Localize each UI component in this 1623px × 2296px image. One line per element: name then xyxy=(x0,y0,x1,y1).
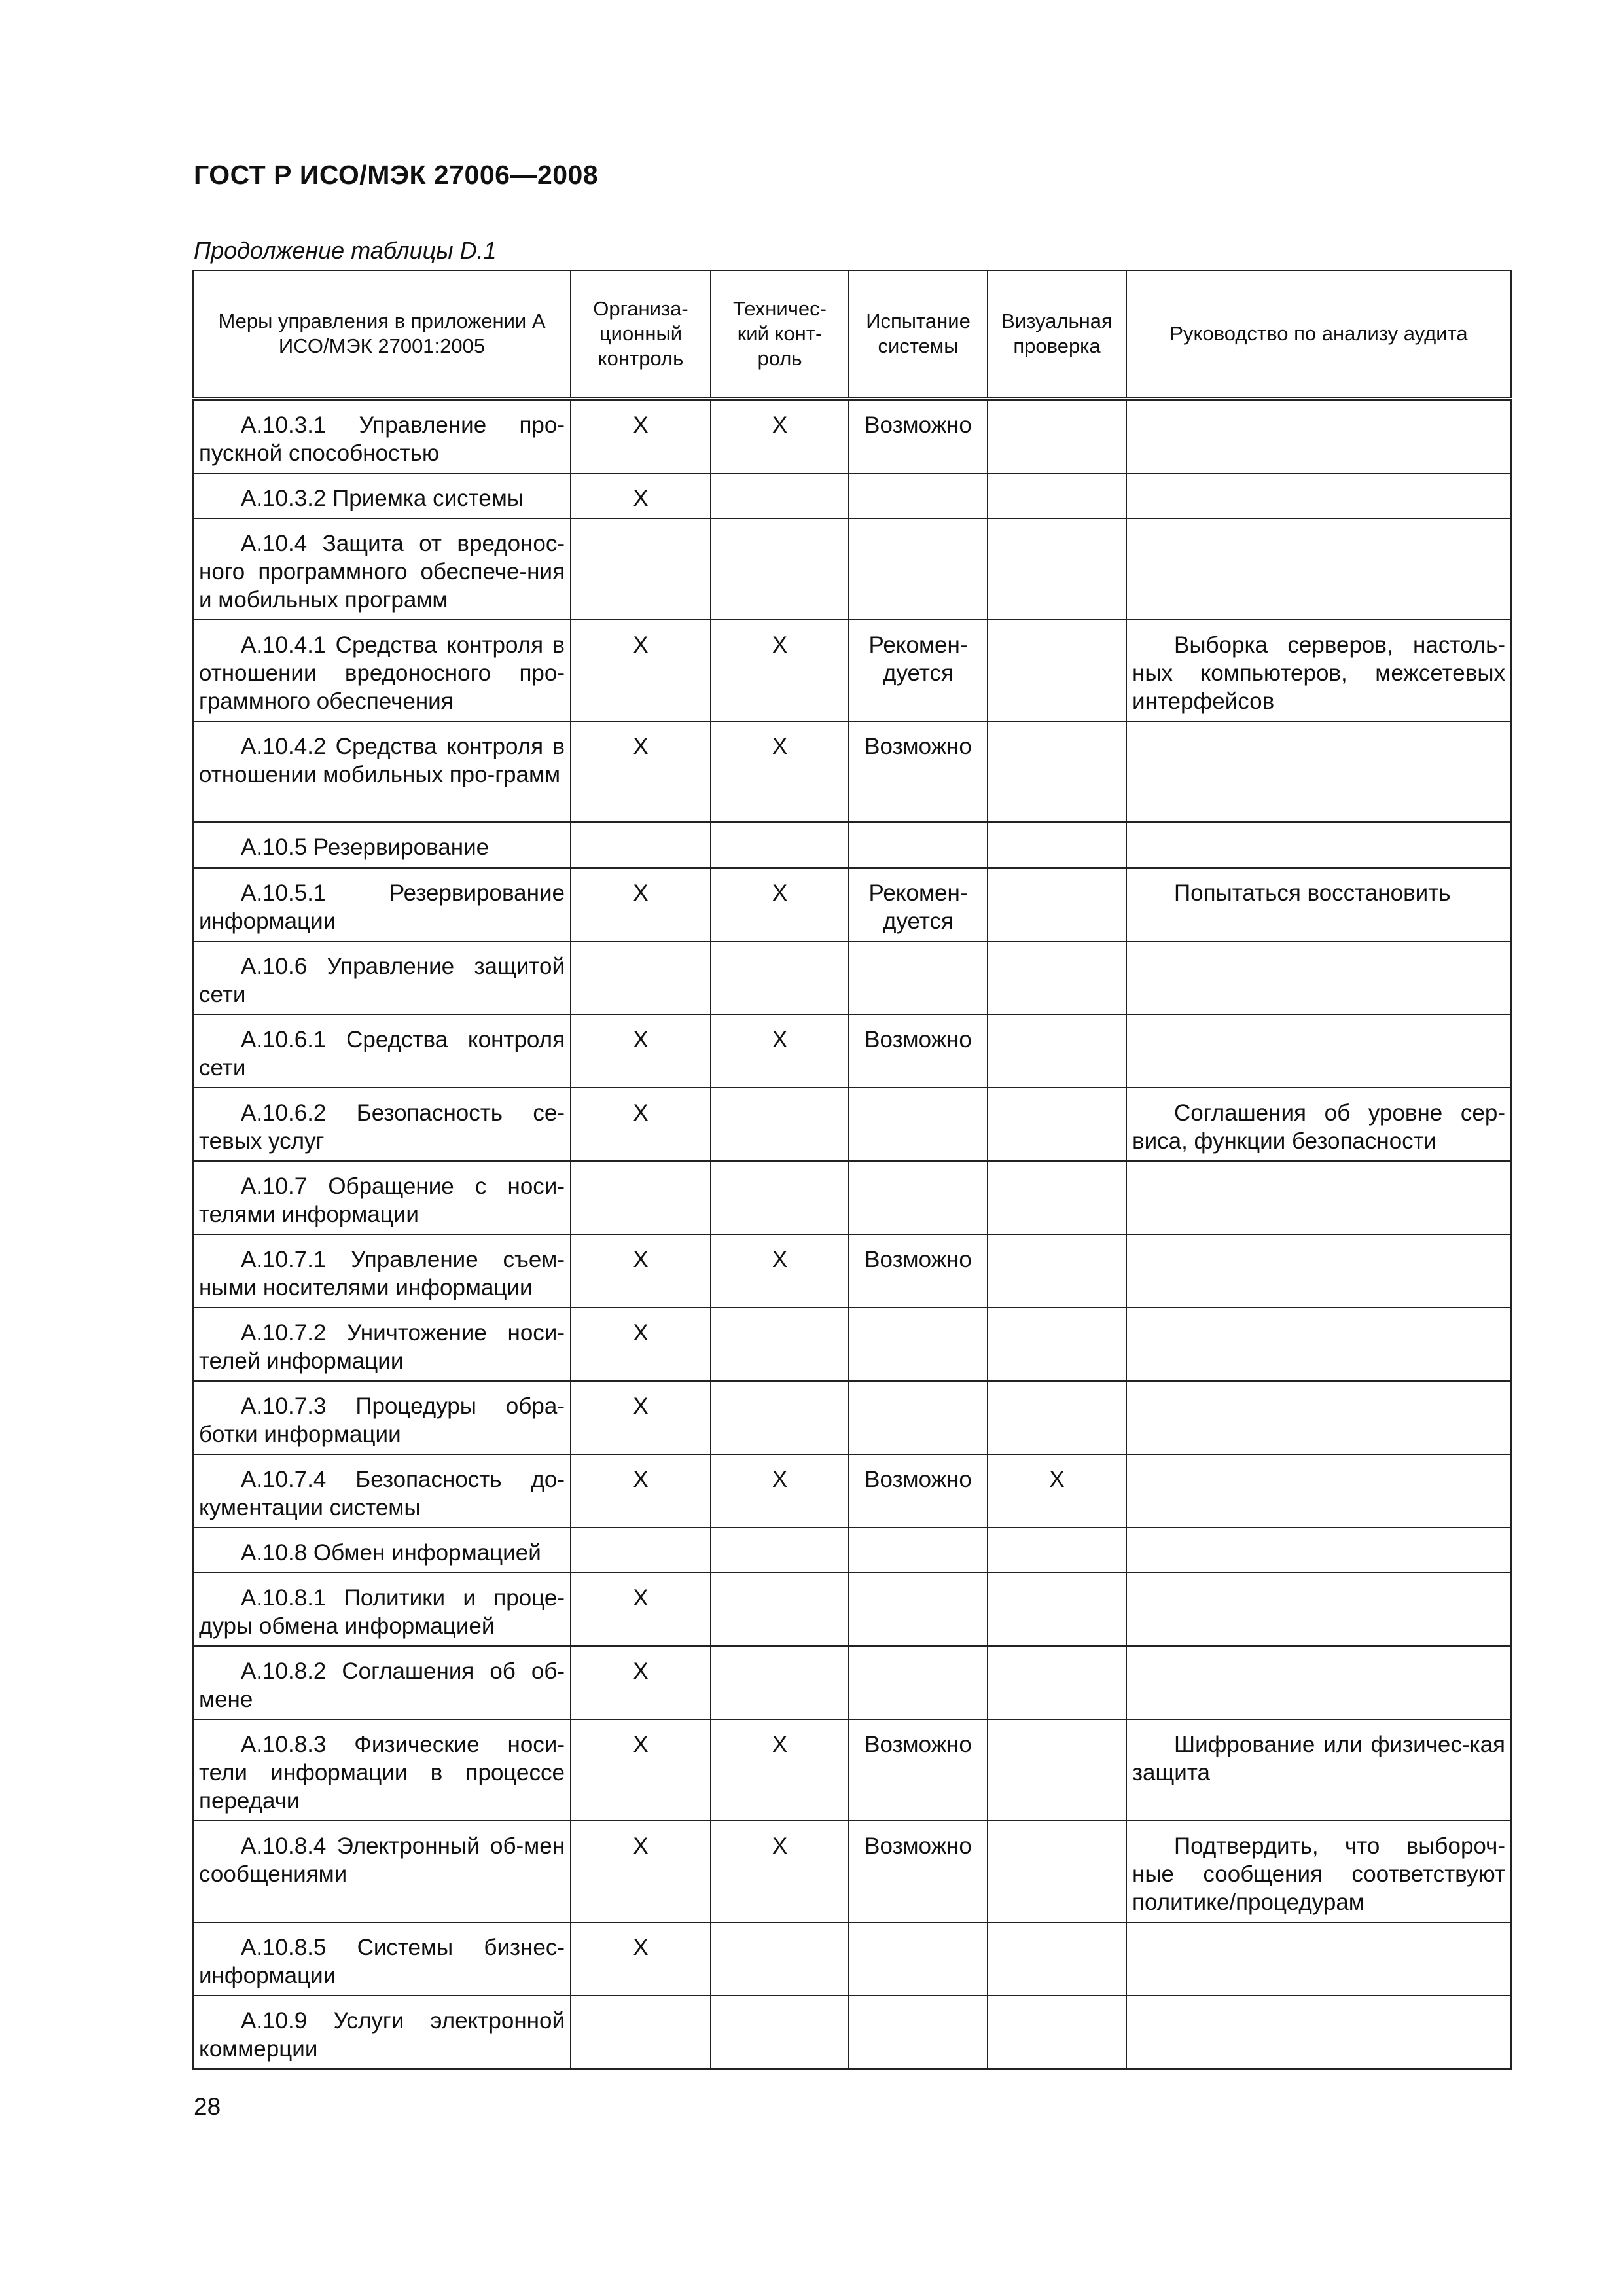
cell-technical-mark xyxy=(711,941,849,1014)
cell-system-test xyxy=(849,1308,988,1381)
cell-organizational-mark xyxy=(571,1996,711,2069)
table-caption: Продолжение таблицы D.1 xyxy=(194,237,497,264)
cell-organizational-mark: X xyxy=(571,1381,711,1454)
cell-control-measure: А.10.5 Резервирование xyxy=(193,822,571,868)
cell-system-test xyxy=(849,822,988,868)
table-row xyxy=(193,1161,1511,1234)
table-row xyxy=(193,473,1511,518)
cell-control-measure: А.10.8.1 Политики и проце-дуры обмена информацией xyxy=(193,1573,571,1646)
cell-audit-guidance xyxy=(1126,473,1511,518)
cell-technical-mark: X xyxy=(711,399,849,473)
cell-organizational-mark: X xyxy=(571,399,711,473)
cell-visual-check-mark xyxy=(988,941,1126,1014)
cell-visual-check-mark xyxy=(988,1381,1126,1454)
cell-technical-mark xyxy=(711,1646,849,1719)
cell-system-test: Возможно xyxy=(849,1454,988,1528)
cell-audit-guidance xyxy=(1126,1014,1511,1088)
cell-audit-guidance xyxy=(1126,822,1511,868)
cell-organizational-mark xyxy=(571,1528,711,1573)
table-row xyxy=(193,1821,1511,1922)
table-row xyxy=(193,518,1511,620)
cell-audit-guidance xyxy=(1126,1381,1511,1454)
cell-control-measure: А.10.6 Управление защитой сети xyxy=(193,941,571,1014)
table-row xyxy=(193,868,1511,941)
cell-visual-check-mark xyxy=(988,1088,1126,1161)
cell-organizational-mark: X xyxy=(571,1014,711,1088)
page-number: 28 xyxy=(194,2093,221,2120)
cell-audit-guidance xyxy=(1126,1528,1511,1573)
cell-technical-mark: X xyxy=(711,868,849,941)
table-row xyxy=(193,620,1511,721)
cell-technical-mark xyxy=(711,1308,849,1381)
cell-visual-check-mark: X xyxy=(988,1454,1126,1528)
cell-organizational-mark: X xyxy=(571,1821,711,1922)
cell-system-test xyxy=(849,1646,988,1719)
cell-system-test: Возможно xyxy=(849,1821,988,1922)
cell-control-measure: А.10.6.2 Безопасность се-тевых услуг xyxy=(193,1088,571,1161)
cell-organizational-mark: X xyxy=(571,1234,711,1308)
cell-technical-mark: X xyxy=(711,1014,849,1088)
cell-audit-guidance xyxy=(1126,1454,1511,1528)
table-header-row xyxy=(193,270,1511,399)
cell-visual-check-mark xyxy=(988,1821,1126,1922)
cell-control-measure: А.10.7.4 Безопасность до-кументации системы xyxy=(193,1454,571,1528)
cell-system-test xyxy=(849,941,988,1014)
cell-technical-mark xyxy=(711,1573,849,1646)
table-row xyxy=(193,721,1511,822)
cell-technical-mark: X xyxy=(711,721,849,822)
cell-control-measure: А.10.8.3 Физические носи-тели информации в процессе передачи xyxy=(193,1719,571,1821)
cell-system-test: Возможно xyxy=(849,721,988,822)
cell-audit-guidance xyxy=(1126,721,1511,822)
cell-visual-check-mark xyxy=(988,1161,1126,1234)
cell-organizational-mark: X xyxy=(571,1719,711,1821)
cell-audit-guidance xyxy=(1126,518,1511,620)
column-header-system-test: Испытание системы xyxy=(849,270,988,399)
table-row xyxy=(193,1454,1511,1528)
cell-control-measure: А.10.3.1 Управление про-пускной способностью xyxy=(193,399,571,473)
table-row xyxy=(193,941,1511,1014)
table-body xyxy=(193,399,1511,2069)
cell-technical-mark: X xyxy=(711,1454,849,1528)
cell-control-measure: А.10.3.2 Приемка системы xyxy=(193,473,571,518)
cell-control-measure: А.10.7.3 Процедуры обра-ботки информации xyxy=(193,1381,571,1454)
cell-visual-check-mark xyxy=(988,473,1126,518)
table-row xyxy=(193,1719,1511,1821)
cell-control-measure: А.10.7.2 Уничтожение носи-телей информации xyxy=(193,1308,571,1381)
cell-organizational-mark: X xyxy=(571,1646,711,1719)
cell-audit-guidance: Подтвердить, что выбороч-ные сообщения соответствуют политике/процедурам xyxy=(1126,1821,1511,1922)
table-row xyxy=(193,1234,1511,1308)
cell-control-measure: А.10.8.5 Системы бизнес-информации xyxy=(193,1922,571,1996)
cell-control-measure: А.10.8 Обмен информацией xyxy=(193,1528,571,1573)
cell-control-measure: А.10.8.2 Соглашения об об-мене xyxy=(193,1646,571,1719)
cell-technical-mark xyxy=(711,1922,849,1996)
column-header-visual-check: Визуальная проверка xyxy=(988,270,1126,399)
cell-system-test: Возможно xyxy=(849,1234,988,1308)
cell-control-measure: А.10.4.2 Средства контроля в отношении мобильных про-грамм xyxy=(193,721,571,822)
cell-system-test: Рекомен-дуется xyxy=(849,620,988,721)
cell-audit-guidance: Соглашения об уровне сер-виса, функции безопасности xyxy=(1126,1088,1511,1161)
cell-system-test xyxy=(849,1161,988,1234)
cell-audit-guidance: Шифрование или физичес-кая защита xyxy=(1126,1719,1511,1821)
cell-technical-mark: X xyxy=(711,1234,849,1308)
cell-organizational-mark: X xyxy=(571,473,711,518)
cell-system-test xyxy=(849,1922,988,1996)
cell-technical-mark xyxy=(711,473,849,518)
cell-audit-guidance xyxy=(1126,1573,1511,1646)
cell-audit-guidance xyxy=(1126,941,1511,1014)
cell-organizational-mark xyxy=(571,941,711,1014)
document-code-header: ГОСТ Р ИСО/МЭК 27006—2008 xyxy=(194,160,599,190)
cell-control-measure: А.10.4.1 Средства контроля в отношении вредоносного про-граммного обеспечения xyxy=(193,620,571,721)
table-row xyxy=(193,399,1511,473)
cell-control-measure: А.10.5.1 Резервирование информации xyxy=(193,868,571,941)
column-header-measures: Меры управления в приложении А ИСО/МЭК 27001:2005 xyxy=(193,270,571,399)
cell-visual-check-mark xyxy=(988,721,1126,822)
cell-control-measure: А.10.8.4 Электронный об-мен сообщениями xyxy=(193,1821,571,1922)
cell-visual-check-mark xyxy=(988,1014,1126,1088)
cell-audit-guidance xyxy=(1126,1308,1511,1381)
cell-audit-guidance xyxy=(1126,399,1511,473)
cell-visual-check-mark xyxy=(988,518,1126,620)
column-header-organizational: Организа-ционный контроль xyxy=(571,270,711,399)
cell-audit-guidance: Выборка серверов, настоль-ных компьютеров, межсетевых интерфейсов xyxy=(1126,620,1511,721)
table-row xyxy=(193,1996,1511,2069)
cell-visual-check-mark xyxy=(988,1528,1126,1573)
table-row xyxy=(193,1922,1511,1996)
table-row xyxy=(193,1014,1511,1088)
cell-technical-mark: X xyxy=(711,1719,849,1821)
cell-system-test xyxy=(849,1996,988,2069)
table-row xyxy=(193,822,1511,868)
cell-organizational-mark: X xyxy=(571,620,711,721)
cell-organizational-mark: X xyxy=(571,721,711,822)
cell-system-test: Возможно xyxy=(849,1719,988,1821)
cell-technical-mark xyxy=(711,1161,849,1234)
cell-technical-mark xyxy=(711,1528,849,1573)
table-row xyxy=(193,1573,1511,1646)
cell-organizational-mark: X xyxy=(571,1088,711,1161)
cell-visual-check-mark xyxy=(988,1573,1126,1646)
cell-technical-mark: X xyxy=(711,1821,849,1922)
cell-technical-mark: X xyxy=(711,620,849,721)
cell-system-test xyxy=(849,1528,988,1573)
cell-system-test: Возможно xyxy=(849,1014,988,1088)
cell-visual-check-mark xyxy=(988,1996,1126,2069)
cell-technical-mark xyxy=(711,1381,849,1454)
cell-visual-check-mark xyxy=(988,822,1126,868)
cell-organizational-mark: X xyxy=(571,1454,711,1528)
cell-audit-guidance xyxy=(1126,1922,1511,1996)
cell-audit-guidance xyxy=(1126,1234,1511,1308)
cell-visual-check-mark xyxy=(988,1922,1126,1996)
cell-visual-check-mark xyxy=(988,1646,1126,1719)
cell-visual-check-mark xyxy=(988,868,1126,941)
cell-organizational-mark: X xyxy=(571,1308,711,1381)
cell-system-test xyxy=(849,1573,988,1646)
cell-audit-guidance: Попытаться восстановить xyxy=(1126,868,1511,941)
table-row xyxy=(193,1528,1511,1573)
cell-technical-mark xyxy=(711,822,849,868)
cell-visual-check-mark xyxy=(988,1719,1126,1821)
cell-visual-check-mark xyxy=(988,1308,1126,1381)
cell-organizational-mark xyxy=(571,822,711,868)
table-row xyxy=(193,1308,1511,1381)
cell-visual-check-mark xyxy=(988,1234,1126,1308)
cell-visual-check-mark xyxy=(988,399,1126,473)
cell-audit-guidance xyxy=(1126,1161,1511,1234)
cell-system-test xyxy=(849,1381,988,1454)
audit-controls-table xyxy=(192,270,1512,2070)
cell-organizational-mark: X xyxy=(571,1922,711,1996)
cell-system-test: Возможно xyxy=(849,399,988,473)
cell-control-measure: А.10.4 Защита от вредонос-ного программного обеспече-ния и мобильных программ xyxy=(193,518,571,620)
cell-organizational-mark xyxy=(571,1161,711,1234)
column-header-technical: Техничес-кий конт-роль xyxy=(711,270,849,399)
cell-audit-guidance xyxy=(1126,1646,1511,1719)
cell-control-measure: А.10.7.1 Управление съем-ными носителями информации xyxy=(193,1234,571,1308)
cell-organizational-mark: X xyxy=(571,1573,711,1646)
cell-technical-mark xyxy=(711,1996,849,2069)
cell-organizational-mark: X xyxy=(571,868,711,941)
column-header-audit-guidance: Руководство по анализу аудита xyxy=(1126,270,1511,399)
cell-visual-check-mark xyxy=(988,620,1126,721)
cell-system-test xyxy=(849,473,988,518)
cell-audit-guidance xyxy=(1126,1996,1511,2069)
table-row xyxy=(193,1381,1511,1454)
cell-technical-mark xyxy=(711,518,849,620)
cell-technical-mark xyxy=(711,1088,849,1161)
cell-system-test xyxy=(849,518,988,620)
cell-system-test: Рекомен-дуется xyxy=(849,868,988,941)
cell-system-test xyxy=(849,1088,988,1161)
table-row xyxy=(193,1088,1511,1161)
table-row xyxy=(193,1646,1511,1719)
cell-control-measure: А.10.9 Услуги электронной коммерции xyxy=(193,1996,571,2069)
cell-organizational-mark xyxy=(571,518,711,620)
cell-control-measure: А.10.7 Обращение с носи-телями информации xyxy=(193,1161,571,1234)
cell-control-measure: А.10.6.1 Средства контроля сети xyxy=(193,1014,571,1088)
